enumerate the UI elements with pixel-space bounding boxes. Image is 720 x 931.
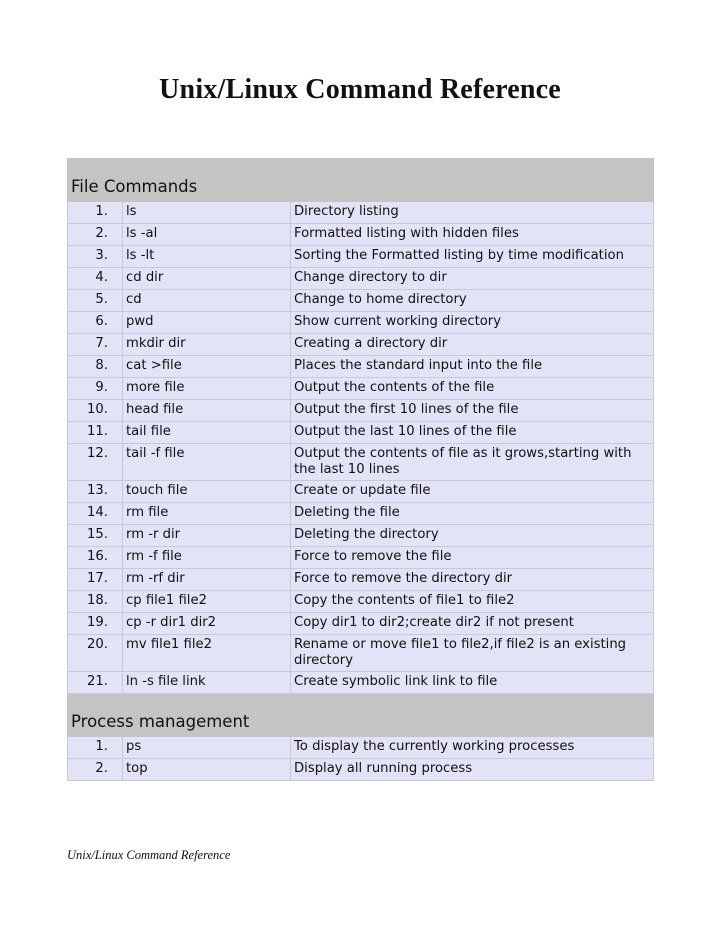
table-row: [68, 378, 654, 400]
command-cell: cp file1 file2: [123, 591, 291, 613]
section-heading: Process management: [68, 694, 654, 737]
description-cell: Copy the contents of file1 to file2: [291, 591, 654, 613]
row-number: 2.: [68, 224, 123, 246]
row-number: 19.: [68, 613, 123, 635]
row-number: 8.: [68, 356, 123, 378]
command-cell: ls -al: [123, 224, 291, 246]
row-number: 5.: [68, 290, 123, 312]
description-cell: Force to remove the file: [291, 547, 654, 569]
page-footer: Unix/Linux Command Reference: [67, 848, 231, 862]
row-number: 15.: [68, 525, 123, 547]
table-row: [68, 525, 654, 547]
description-cell: Create or update file: [291, 481, 654, 503]
command-cell: rm -r dir: [123, 525, 291, 547]
row-number: 2.: [68, 759, 123, 781]
description-cell: Copy dir1 to dir2;create dir2 if not present: [291, 613, 654, 635]
command-cell: more file: [123, 378, 291, 400]
table-body: [68, 159, 654, 781]
row-number: 4.: [68, 268, 123, 290]
description-cell: Deleting the file: [291, 503, 654, 525]
command-cell: ls: [123, 202, 291, 224]
command-cell: rm -rf dir: [123, 569, 291, 591]
table-row: [68, 356, 654, 378]
table-row: [68, 569, 654, 591]
section-heading: File Commands: [68, 159, 654, 202]
command-cell: cp -r dir1 dir2: [123, 613, 291, 635]
description-cell: Formatted listing with hidden files: [291, 224, 654, 246]
command-reference-table: [67, 158, 654, 781]
description-cell: Sorting the Formatted listing by time modification: [291, 246, 654, 268]
row-number: 12.: [68, 444, 123, 481]
table-row: [68, 422, 654, 444]
command-cell: ps: [123, 737, 291, 759]
command-cell: rm file: [123, 503, 291, 525]
section-header-row: [68, 694, 654, 737]
row-number: 1.: [68, 737, 123, 759]
command-cell: tail file: [123, 422, 291, 444]
description-cell: Force to remove the directory dir: [291, 569, 654, 591]
table-row: [68, 613, 654, 635]
command-cell: mkdir dir: [123, 334, 291, 356]
row-number: 11.: [68, 422, 123, 444]
description-cell: Creating a directory dir: [291, 334, 654, 356]
command-cell: mv file1 file2: [123, 635, 291, 672]
row-number: 1.: [68, 202, 123, 224]
section-header-row: [68, 159, 654, 202]
row-number: 13.: [68, 481, 123, 503]
description-cell: Show current working directory: [291, 312, 654, 334]
row-number: 6.: [68, 312, 123, 334]
row-number: 10.: [68, 400, 123, 422]
command-cell: ls -lt: [123, 246, 291, 268]
row-number: 14.: [68, 503, 123, 525]
row-number: 9.: [68, 378, 123, 400]
table-row: [68, 635, 654, 672]
table-row: [68, 202, 654, 224]
command-cell: touch file: [123, 481, 291, 503]
page-title: Unix/Linux Command Reference: [159, 74, 561, 105]
row-number: 16.: [68, 547, 123, 569]
row-number: 17.: [68, 569, 123, 591]
table-row: [68, 672, 654, 694]
table-row: [68, 246, 654, 268]
command-cell: top: [123, 759, 291, 781]
row-number: 18.: [68, 591, 123, 613]
table-row: [68, 334, 654, 356]
table-row: [68, 312, 654, 334]
row-number: 3.: [68, 246, 123, 268]
description-cell: Places the standard input into the file: [291, 356, 654, 378]
table-row: [68, 547, 654, 569]
description-cell: Change to home directory: [291, 290, 654, 312]
description-cell: Rename or move file1 to file2,if file2 is an existing directory: [291, 635, 654, 672]
command-cell: ln -s file link: [123, 672, 291, 694]
description-cell: Directory listing: [291, 202, 654, 224]
command-cell: tail -f file: [123, 444, 291, 481]
description-cell: Output the last 10 lines of the file: [291, 422, 654, 444]
command-cell: pwd: [123, 312, 291, 334]
description-cell: Output the contents of file as it grows,starting with the last 10 lines: [291, 444, 654, 481]
row-number: 7.: [68, 334, 123, 356]
row-number: 20.: [68, 635, 123, 672]
description-cell: Change directory to dir: [291, 268, 654, 290]
table-row: [68, 268, 654, 290]
command-cell: cd: [123, 290, 291, 312]
description-cell: Create symbolic link link to file: [291, 672, 654, 694]
command-cell: rm -f file: [123, 547, 291, 569]
command-cell: cd dir: [123, 268, 291, 290]
table-row: [68, 224, 654, 246]
table-row: [68, 444, 654, 481]
description-cell: Display all running process: [291, 759, 654, 781]
description-cell: Deleting the directory: [291, 525, 654, 547]
table-row: [68, 481, 654, 503]
table-row: [68, 400, 654, 422]
description-cell: Output the contents of the file: [291, 378, 654, 400]
table-row: [68, 591, 654, 613]
command-cell: cat >file: [123, 356, 291, 378]
command-cell: head file: [123, 400, 291, 422]
table-row: [68, 290, 654, 312]
table-row: [68, 759, 654, 781]
description-cell: To display the currently working processes: [291, 737, 654, 759]
table-row: [68, 503, 654, 525]
description-cell: Output the first 10 lines of the file: [291, 400, 654, 422]
row-number: 21.: [68, 672, 123, 694]
table-row: [68, 737, 654, 759]
